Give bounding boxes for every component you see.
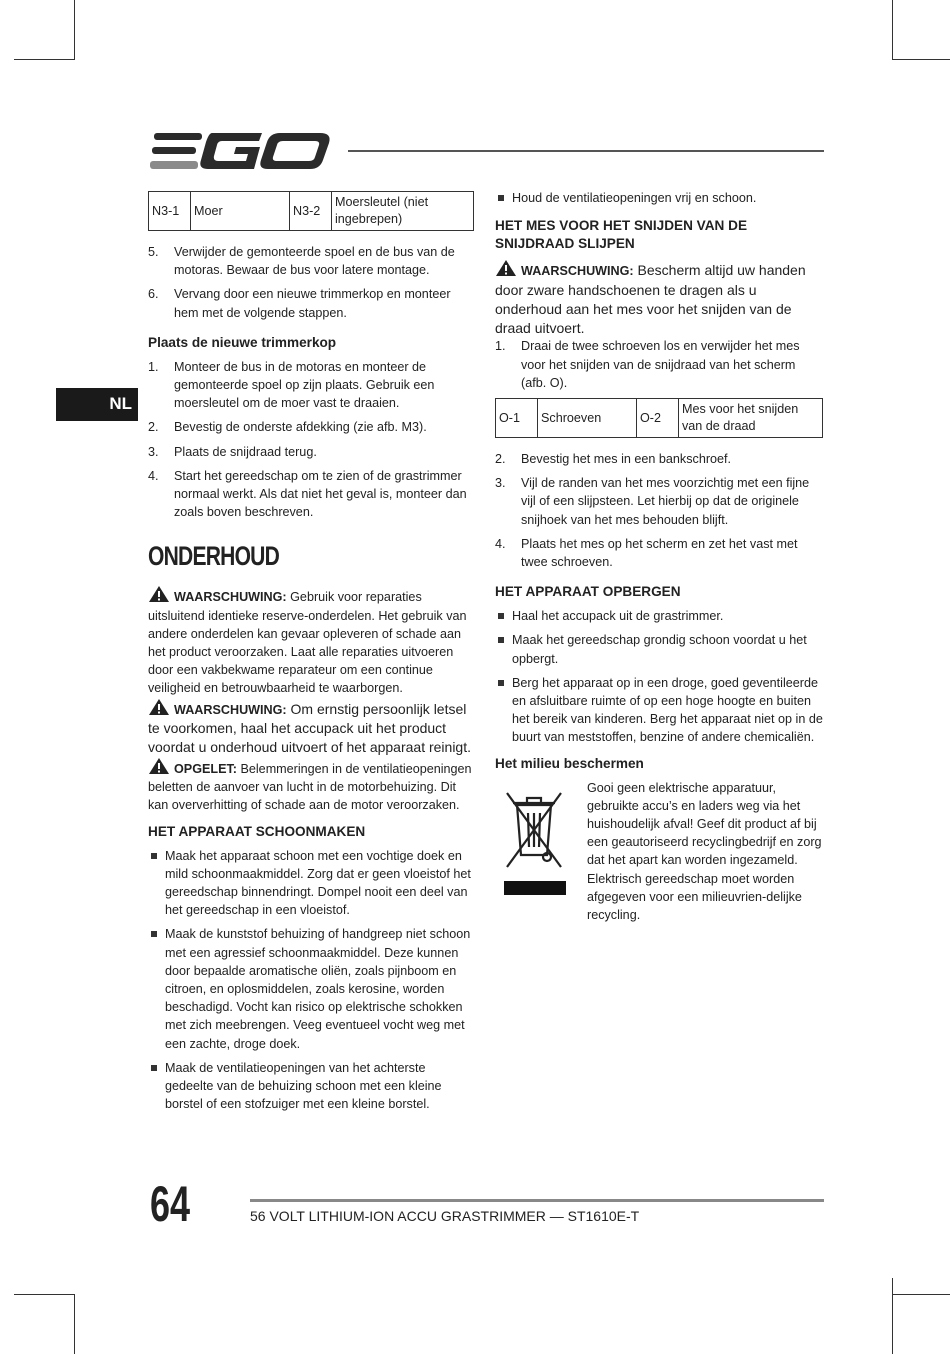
caution-block: OPGELET: Belemmeringen in de ventilatieopeningen beletten de aanvoer van lucht in de motorbehuizing. Dit kan oververhitting of schade aan de motor veroorzaken. [148,757,474,815]
language-tab [56,388,138,421]
weee-bin-icon [501,785,567,895]
step-item: 3. Vijl de randen van het mes voorzichtig met een fijne vijl of een slijpsteen. Let hierbij op dat de originele snijhoek van het mes behouden blijft. [495,476,810,527]
language-tab-label: NL [109,394,132,413]
step-item: 1. Draai de twee schroeven los en verwijder het mes voor het snijden van de snijdraad van het scherm (afb. O). [495,339,800,390]
bullet-item: Maak de ventilatieopeningen van het achterste gedeelte van de behuizing schoon met een kleine borstel of een stofzuiger met een kleine borstel. [148,1059,474,1114]
step-item: 2. Bevestig de onderste afdekking (zie afb. M3). [148,420,427,435]
crop-mark [892,59,950,60]
bullet-item: Berg het apparaat op in een droge, goed geventileerde en afsluitbare ruimte of op een hoge hoogte en buiten het bereik van kinderen. Berg het apparaat niet op in de buurt van meststoffen, benzine of andere chemicaliën. [495,674,823,747]
warning-icon [148,757,170,775]
bullet-item: Haal het accupack uit de grastrimmer. [495,607,823,625]
part-code: N3-1 [149,192,191,231]
part-code: N3-2 [290,192,332,231]
part-label: Moersleutel (niet ingebrepen) [332,192,474,231]
footer-title: 56 VOLT LITHIUM-ION ACCU GRASTRIMMER — ST1610E-T [250,1208,640,1224]
clean-heading: HET APPARAAT SCHOONMAKEN [148,823,366,839]
step-item: 4. Plaats het mes op het scherm en zet het vast met twee schroeven. [495,536,798,570]
bullet-item: Maak het gereedschap grondig schoon voordat u het opbergt. [495,631,823,667]
sub-heading: Plaats de nieuwe trimmerkop [148,334,337,350]
warning-block: WAARSCHUWING: Om ernstig persoonlijk letsel te voorkomen, haal het accupack uit het product voordat u onderhoud uitvoert of het apparaat reinigt. [148,698,474,757]
step-item: 6. Vervang door een nieuwe trimmerkop en monteer hem met de volgende stappen. [148,287,451,320]
crop-mark [14,59,74,60]
parts-table-n3 [148,191,474,231]
crop-mark [14,1294,74,1295]
part-label: Schroeven [538,399,637,438]
ego-logo [150,130,332,172]
footer-rule [250,1199,824,1202]
warning-block: WAARSCHUWING: Gebruik voor reparaties uitsluitend identieke reserve-onderdelen. Het gebruik van andere onderdelen kan gevaar opleveren of schade aan het product veroorzaken. Laat alle reparaties uitvoeren door een vakbekwame reparateur om een continue veiligheid en betrouwbaarheid te waarborgen. [148,585,474,697]
part-code: O-1 [496,399,538,438]
bullet-square-icon [498,613,504,619]
part-code: O-2 [637,399,679,438]
environment-block [495,779,823,925]
page-number: 64 [150,1176,191,1232]
bullet-square-icon [151,853,157,859]
crop-mark [892,1278,893,1354]
environment-text: Gooi geen elektrische apparatuur, gebruikte accu’s en laders weg via het huishoudelijk afval! Geef dit product af bij een geautoriseerd recyclingbedrijf en zorg dat het apart kan worden ingezameld. Elektrisch gereedschap moet worden afgegeven voor een milieuvrien-delijke recycling. [587,780,822,923]
bullet-square-icon [151,931,157,937]
section-title: ONDERHOUD [148,541,280,572]
blade-heading: HET MES VOOR HET SNIJDEN VAN DE SNIJDRAAD SLIJPEN [495,218,748,252]
part-label: Moer [191,192,290,231]
bullet-item: Houd de ventilatieopeningen vrij en schoon. [495,189,823,207]
bullet-item: Maak de kunststof behuizing of handgreep niet schoon met een agressief schoonmaakmiddel. Deze kunnen door bepaalde aromatische oliën, zoals pijnboom en citroen, en oplosmiddelen, zoals kerosine, worden beschadigd. Vocht kan risico op elektrische schokken met zich meebrengen. Veeg eventueel vocht weg met een zachte, droge doek. [148,925,474,1052]
crop-mark [74,0,75,60]
left-column [148,191,474,1120]
part-label: Mes voor het snijden van de draad [679,399,823,438]
step-item: 3. Plaats de snijdraad terug. [148,444,317,459]
environment-heading: Het milieu beschermen [495,755,644,771]
crop-mark [892,1294,950,1295]
step-item: 4. Start het gereedschap om te zien of de grastrimmer normaal werkt. Als dat niet het geval is, monteer dan zoals boven beschreven. [148,468,467,520]
bullet-item: Maak het apparaat schoon met een vochtige doek en mild schoonmaakmiddel. Zorg dat er geen vloeistof het gereedschap binnendringt. Dompel nooit een deel van het gereedschap in een vloeistof. [148,847,474,920]
step-item: 5. Verwijder de gemonteerde spoel en de bus van de motoras. Bewaar de bus voor latere montage. [148,245,455,278]
storage-heading: HET APPARAAT OPBERGEN [495,584,681,600]
step-item: 2. Bevestig het mes in een bankschroef. [495,452,732,466]
warning-icon [148,698,170,716]
crop-mark [74,1294,75,1354]
parts-table-o [495,398,823,438]
bullet-square-icon [498,195,504,201]
crop-mark [892,0,893,60]
bullet-square-icon [151,1065,157,1071]
warning-icon [495,259,517,277]
step-item: 1. Monteer de bus in de motoras en monteer de gemonteerde spoel op zijn plaats. Gebruik een moersleutel om de moer vast te draaien. [148,359,435,411]
warning-icon [148,585,170,603]
right-column [495,189,823,924]
warning-block: WAARSCHUWING: Bescherm altijd uw handen door zware handschoenen te dragen als u onderhoud aan het mes voor het snijden van de draad uitvoert. [495,259,823,337]
header-rule [348,150,824,152]
bullet-square-icon [498,637,504,643]
bullet-square-icon [498,680,504,686]
